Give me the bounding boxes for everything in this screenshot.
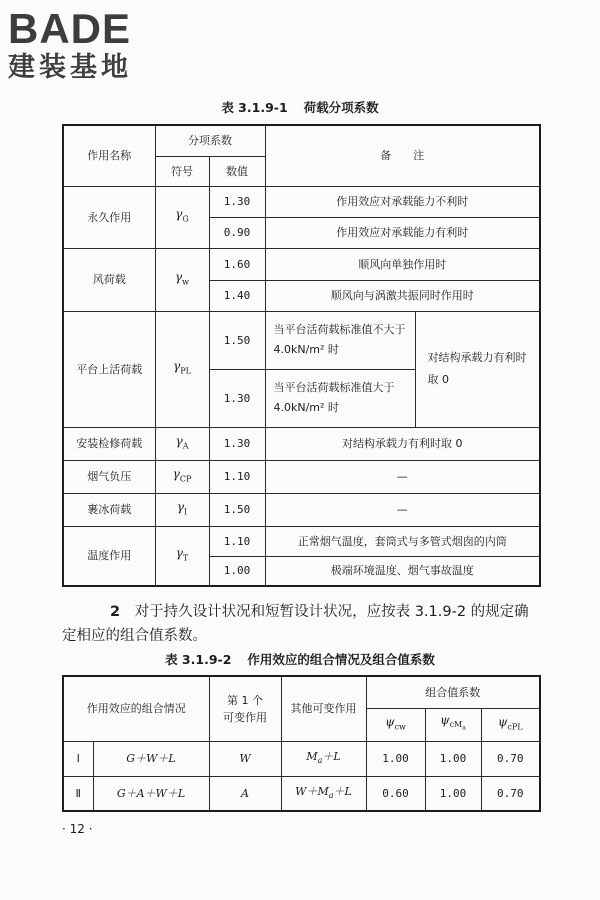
row-cma: 1.00 — [425, 741, 481, 776]
row-cma: 1.00 — [425, 776, 481, 811]
row-value: 1.10 — [209, 526, 265, 556]
table-row — [63, 526, 540, 556]
row-others: $W+M_a+L$ — [281, 776, 366, 811]
row-value: 1.30 — [209, 427, 265, 460]
table2-caption-title: 作用效应的组合情况及组合值系数 — [247, 652, 435, 667]
row-name: 永久作用 — [63, 186, 155, 248]
row-name: 安装检修荷载 — [63, 427, 155, 460]
row-cpl: 0.70 — [481, 741, 540, 776]
header-value: 数值 — [209, 156, 265, 186]
header-combo: 作用效应的组合情况 — [63, 676, 209, 741]
row-name: 温度作用 — [63, 526, 155, 586]
row-remark: 顺风向单独作用时 — [265, 248, 540, 280]
brand-logo — [8, 6, 178, 84]
table-row — [63, 427, 540, 460]
row-name: 风荷载 — [63, 248, 155, 311]
paragraph-text: 对于持久设计状况和短暂设计状况，应按表 3.1.9-2 的规定确定相应的组合值系数。 — [62, 604, 529, 644]
row-symbol: $\gamma_G$ — [155, 186, 209, 248]
row-remark: 作用效应对承载能力有利时 — [265, 217, 540, 248]
row-remark-shared: 对结构承载力有利时取 0 — [415, 311, 540, 427]
row-name: 裹冰荷载 — [63, 493, 155, 526]
page-number: · 12 · — [62, 822, 93, 836]
row-value: 0.90 — [209, 217, 265, 248]
table1-caption — [0, 98, 600, 116]
row-symbol: $\gamma_w$ — [155, 248, 209, 311]
row-value: 1.40 — [209, 280, 265, 311]
table-header-row — [63, 676, 540, 708]
row-cpl: 0.70 — [481, 776, 540, 811]
table2-caption-number: 表 3.1.9-2 — [165, 652, 232, 667]
table1-caption-number: 表 3.1.9-1 — [221, 100, 288, 115]
header-coefficients: 组合值系数 — [366, 676, 540, 708]
row-cw: 1.00 — [366, 741, 425, 776]
row-id: Ⅰ — [63, 741, 93, 776]
header-first-variable — [209, 676, 281, 741]
row-symbol: $\gamma_I$ — [155, 493, 209, 526]
header-name: 作用名称 — [63, 125, 155, 186]
row-symbol: $\gamma_{CP}$ — [155, 460, 209, 493]
row-symbol: $\gamma_T$ — [155, 526, 209, 586]
table1-caption-title: 荷载分项系数 — [303, 100, 379, 115]
table-row — [63, 741, 540, 776]
header-first-line1: 第 1 个 — [227, 693, 263, 707]
row-name: 烟气负压 — [63, 460, 155, 493]
row-cw: 0.60 — [366, 776, 425, 811]
row-remark: 正常烟气温度，套筒式与多管式烟囱的内筒 — [265, 526, 540, 556]
row-value: 1.50 — [209, 311, 265, 369]
row-remark: — — [265, 460, 540, 493]
row-remark: — — [265, 493, 540, 526]
row-remark: 当平台活荷载标准值不大于 4.0kN/m² 时 — [265, 311, 415, 369]
row-combo: G＋A＋W＋L — [93, 776, 209, 811]
header-factor: 分项系数 — [155, 125, 265, 156]
table-row — [63, 460, 540, 493]
body-paragraph — [62, 600, 542, 648]
row-remark: 当平台活荷载标准值大于 4.0kN/m² 时 — [265, 369, 415, 427]
row-symbol: $\gamma_{PL}$ — [155, 311, 209, 427]
row-id: Ⅱ — [63, 776, 93, 811]
row-value: 1.60 — [209, 248, 265, 280]
table2-caption — [0, 650, 600, 668]
row-value: 1.30 — [209, 186, 265, 217]
table-header-row — [63, 125, 540, 156]
header-first-line2: 可变作用 — [223, 710, 267, 724]
header-psi-cw: $\psi_{cw}$ — [366, 708, 425, 741]
header-other-variable: 其他可变作用 — [281, 676, 366, 741]
header-remark: 备 注 — [265, 125, 540, 186]
row-value: 1.50 — [209, 493, 265, 526]
row-value: 1.30 — [209, 369, 265, 427]
table-row — [63, 186, 540, 217]
header-psi-cma: $\psi_{cM_a}$ — [425, 708, 481, 741]
row-remark: 极端环境温度、烟气事故温度 — [265, 556, 540, 586]
load-factor-table — [62, 124, 541, 587]
table-row — [63, 493, 540, 526]
header-psi-cpl: $\psi_{cPL}$ — [481, 708, 540, 741]
row-remark: 顺风向与涡激共振同时作用时 — [265, 280, 540, 311]
header-symbol: 符号 — [155, 156, 209, 186]
row-value: 1.10 — [209, 460, 265, 493]
row-value: 1.00 — [209, 556, 265, 586]
row-combo: G＋W＋L — [93, 741, 209, 776]
logo-text-cn: 建装基地 — [8, 52, 132, 83]
row-remark: 作用效应对承载能力不利时 — [265, 186, 540, 217]
paragraph-number: 2 — [110, 604, 121, 620]
row-remark: 对结构承载力有利时取 0 — [265, 427, 540, 460]
row-symbol: $\gamma_A$ — [155, 427, 209, 460]
logo-text-en: BADE — [8, 5, 132, 52]
combination-coefficient-table — [62, 675, 541, 812]
row-name: 平台上活荷载 — [63, 311, 155, 427]
row-others: $M_a+L$ — [281, 741, 366, 776]
table-row — [63, 311, 540, 369]
table-row — [63, 248, 540, 280]
table-row — [63, 776, 540, 811]
row-first: A — [209, 776, 281, 811]
row-first: W — [209, 741, 281, 776]
